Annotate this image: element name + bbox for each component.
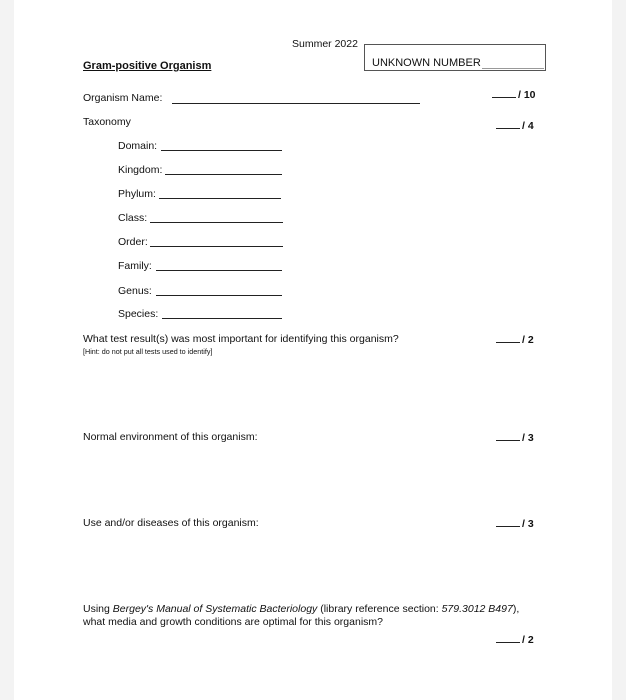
family-field[interactable] [156, 270, 282, 271]
score-max: / 2 [522, 634, 534, 646]
family-label: Family: [118, 260, 152, 272]
environment-score [496, 431, 534, 444]
score-max: / 4 [522, 120, 534, 132]
test-result-score [496, 333, 534, 346]
bergey-call-number: 579.3012 B497 [441, 603, 513, 615]
genus-field[interactable] [156, 295, 282, 296]
bergey-middle: (library reference section: [317, 603, 442, 615]
order-field[interactable] [150, 246, 283, 247]
phylum-label: Phylum: [118, 188, 156, 200]
domain-field[interactable] [161, 150, 282, 151]
score-max: / 10 [518, 89, 536, 101]
semester-label: Summer 2022 [292, 38, 358, 50]
organism-name-label: Organism Name: [83, 92, 163, 104]
order-label: Order: [118, 236, 148, 248]
score-blank[interactable] [496, 333, 520, 343]
score-max: / 3 [522, 518, 534, 530]
worksheet-page [14, 0, 612, 700]
score-blank[interactable] [496, 431, 520, 441]
species-label: Species: [118, 308, 159, 320]
unknown-number-blank[interactable] [482, 68, 544, 69]
score-blank[interactable] [496, 517, 520, 527]
score-max: / 2 [522, 334, 534, 346]
score-blank[interactable] [496, 119, 520, 129]
bergey-prefix: Using [83, 603, 113, 615]
phylum-field[interactable] [159, 198, 281, 199]
score-blank[interactable] [496, 633, 520, 643]
unknown-number-label: UNKNOWN NUMBER [372, 57, 481, 69]
bergey-question-line1 [83, 603, 519, 615]
diseases-question: Use and/or diseases of this organism: [83, 517, 259, 529]
organism-name-score [492, 88, 536, 101]
class-label: Class: [118, 212, 148, 224]
kingdom-label: Kingdom: [118, 164, 163, 176]
score-max: / 3 [522, 432, 534, 444]
score-blank[interactable] [492, 88, 516, 98]
taxonomy-score [496, 119, 534, 132]
taxonomy-label: Taxonomy [83, 116, 131, 128]
class-field[interactable] [150, 222, 283, 223]
environment-question: Normal environment of this organism: [83, 431, 258, 443]
bergey-suffix: ), [512, 603, 520, 615]
bergey-question-line2: what media and growth conditions are optimal for this organism? [83, 616, 383, 628]
test-result-hint: [Hint: do not put all tests used to identify] [83, 347, 213, 356]
organism-name-field[interactable] [172, 103, 420, 104]
diseases-score [496, 517, 534, 530]
kingdom-field[interactable] [165, 174, 282, 175]
genus-label: Genus: [118, 285, 152, 297]
page-title: Gram-positive Organism [83, 60, 212, 72]
species-field[interactable] [162, 318, 282, 319]
bergey-book-title: Bergey's Manual of Systematic Bacteriology [112, 603, 318, 615]
domain-label: Domain: [118, 140, 158, 152]
bergey-score [496, 633, 534, 646]
test-result-question: What test result(s) was most important for identifying this organism? [83, 333, 399, 345]
